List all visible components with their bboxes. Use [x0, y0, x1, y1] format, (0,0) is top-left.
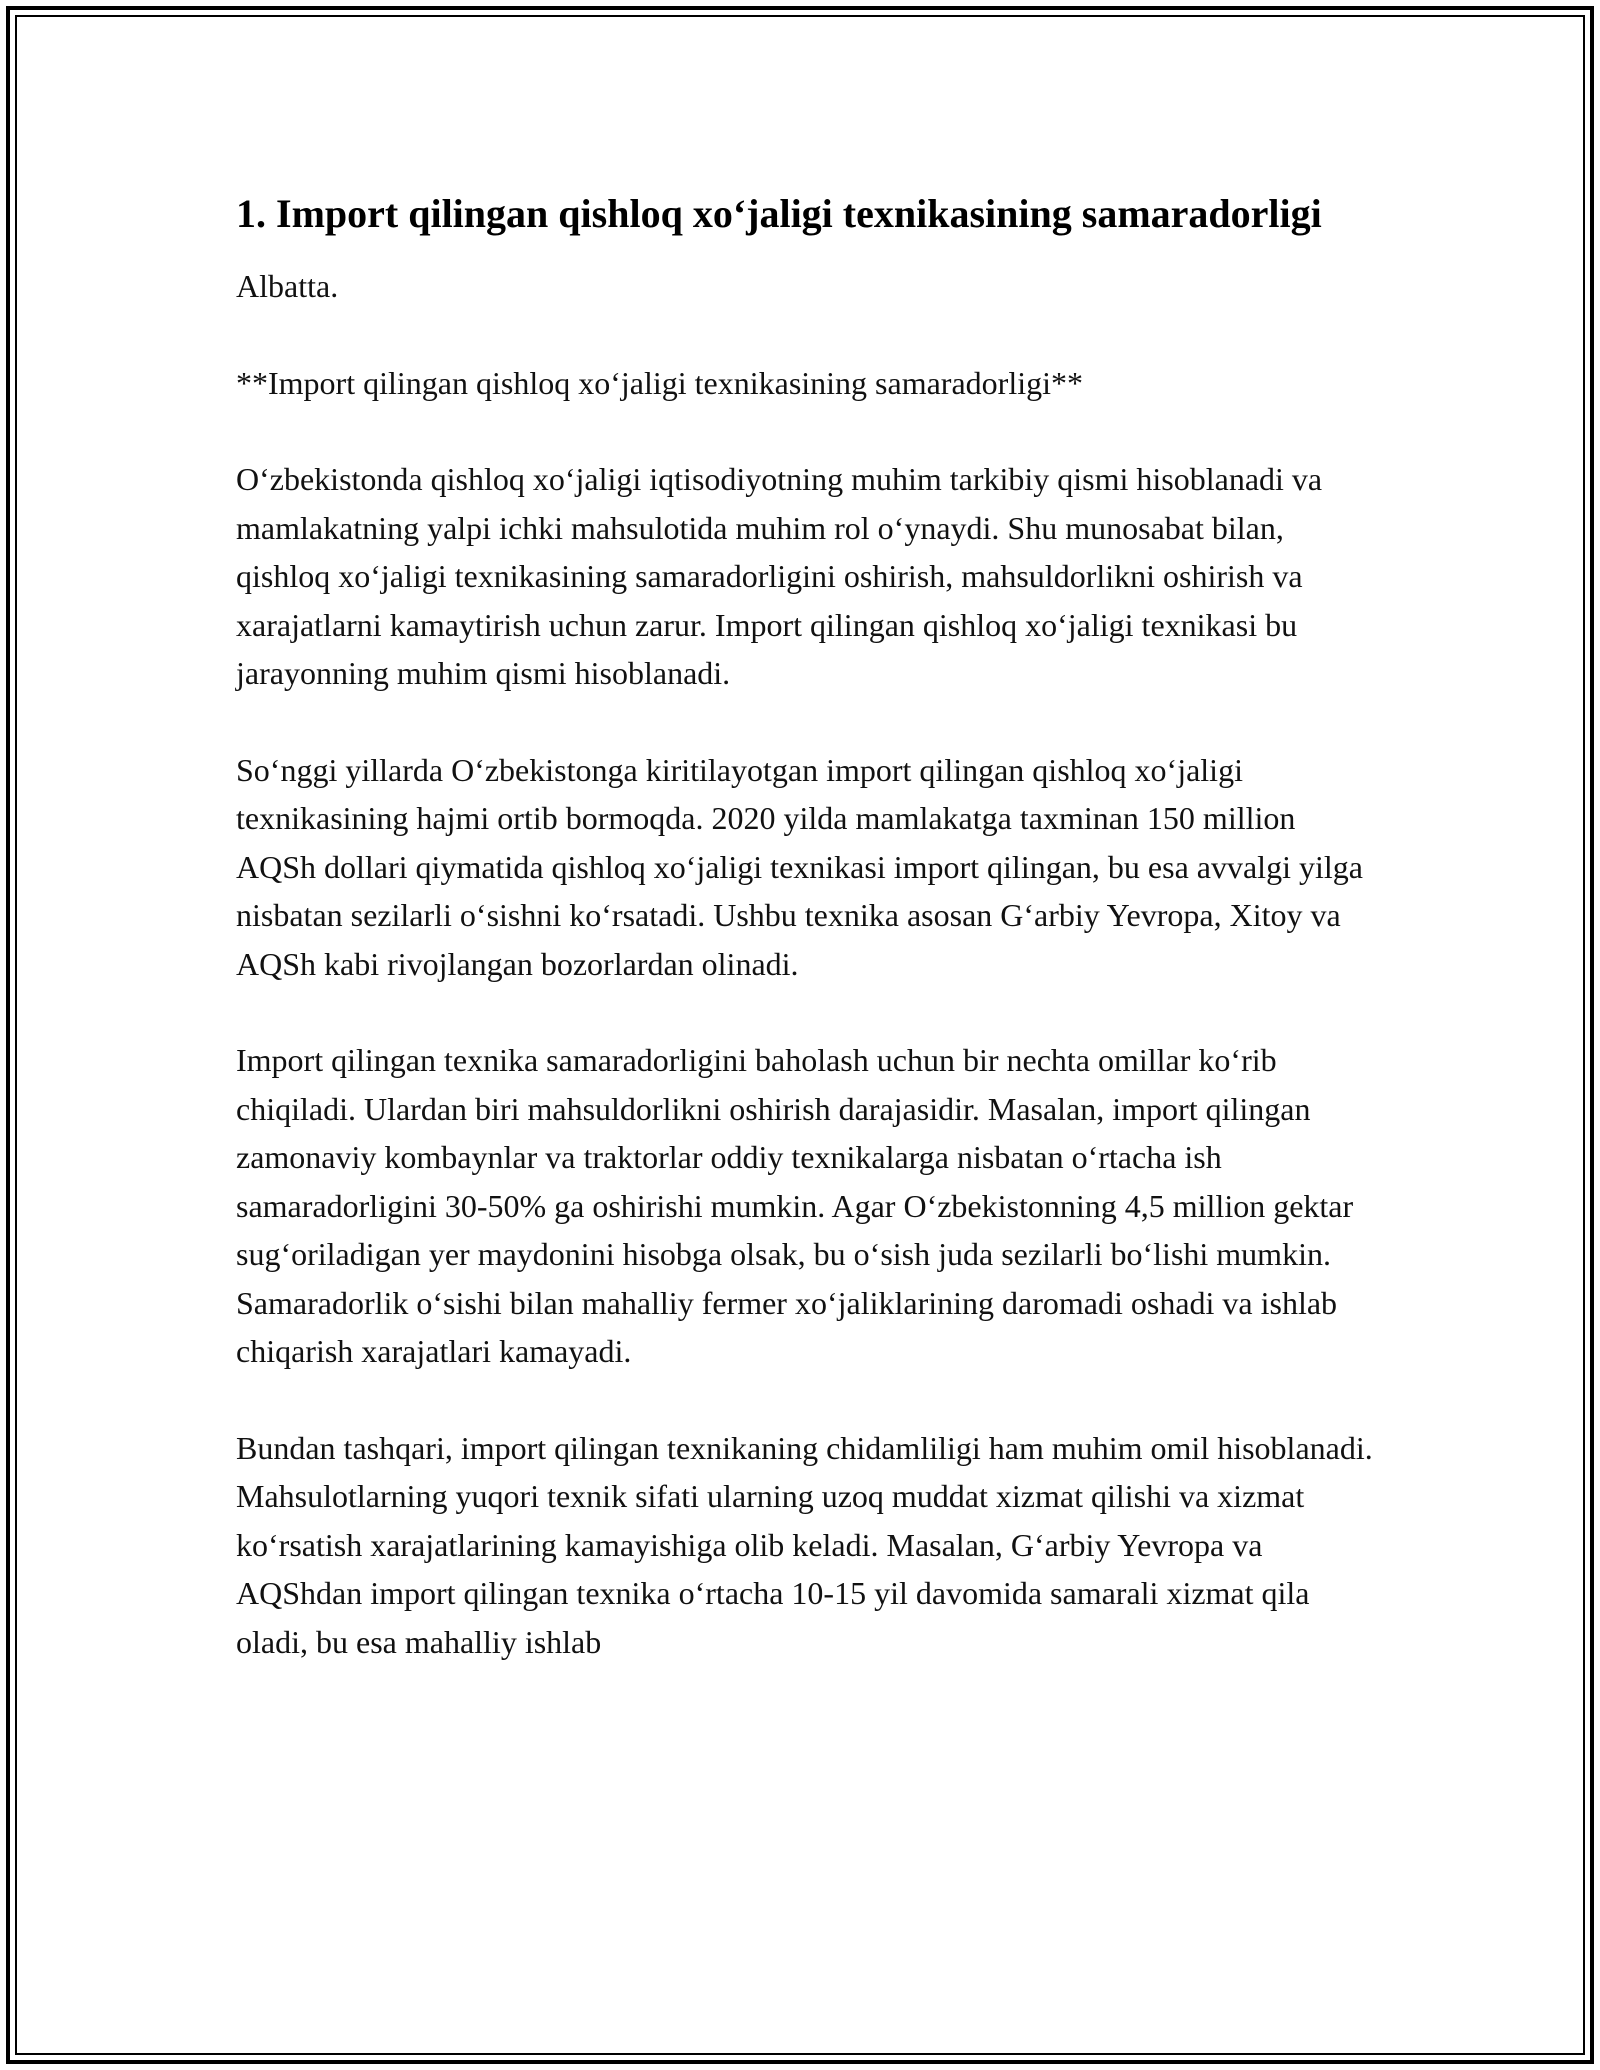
paragraph-subtitle: **Import qilingan qishloq xo‘jaligi texnikasining samaradorligi** — [236, 364, 1083, 401]
paragraph-4: Bundan tashqari, import qilingan texnikaning chidamliligi ham muhim omil hisoblanadi. Mahsulotlarning yuqori texnik sifati ularning uzoq muddat xizmat qilishi va xizmat ko‘rsatish xarajatlarining kamayishiga olib keladi. Masalan, G‘arbiy Yevropa va AQShdan import qilingan texnika o‘rtacha 10-15 yil davomida samarali xizmat qila oladi, bu esa mahalliy ishlab — [236, 1429, 1373, 1660]
paragraph-intro: Albatta. — [236, 268, 339, 304]
paragraph-3: Import qilingan texnika samaradorligini baholash uchun bir nechta omillar ko‘rib chiqiladi. Ulardan biri mahsuldorlikni oshirish darajasidir. Masalan, import qilingan zamonaviy kombaynlar va traktorlar oddiy texnikalarga nisbatan o‘rtacha ish samaradorligini 30-50% ga oshirishi mumkin. Agar O‘zbekistonning 4,5 million gektar sug‘oriladigan yer maydonini hisobga olsak, bu o‘sish juda sezilarli bo‘lishi mumkin. Samaradorlik o‘sishi bilan mahalliy fermer xo‘jaliklarining daromadi oshadi va ishlab chiqarish xarajatlari kamayadi. — [236, 1042, 1354, 1369]
paragraph-1: O‘zbekistonda qishloq xo‘jaligi iqtisodiyotning muhim tarkibiy qismi hisoblanadi va mamlakatning yalpi ichki mahsulotida muhim rol o‘ynaydi. Shu munosabat bilan, qishloq xo‘jaligi texnikasining samaradorligini oshirish, mahsuldorlikni oshirish va xarajatlarni kamaytirish uchun zarur. Import qilingan qishloq xo‘jaligi texnikasi bu jarayonning muhim qismi hisoblanadi. — [236, 461, 1323, 691]
paragraph-2: So‘nggi yillarda O‘zbekistonga kiritilayotgan import qilingan qishloq xo‘jaligi texnikasining hajmi ortib bormoqda. 2020 yilda mamlakatga taxminan 150 million AQSh dollari qiymatida qishloq xo‘jaligi texnikasi import qilingan, bu esa avvalgi yilga nisbatan sezilarli o‘sishni ko‘rsatadi. Ushbu texnika asosan G‘arbiy Yevropa, Xitoy va AQSh kabi rivojlangan bozorlardan olinadi. — [236, 751, 1363, 982]
section-heading: 1. Import qilingan qishloq xo‘jaligi texnikasining samaradorligi — [236, 191, 1322, 236]
document-body — [236, 186, 1376, 1714]
